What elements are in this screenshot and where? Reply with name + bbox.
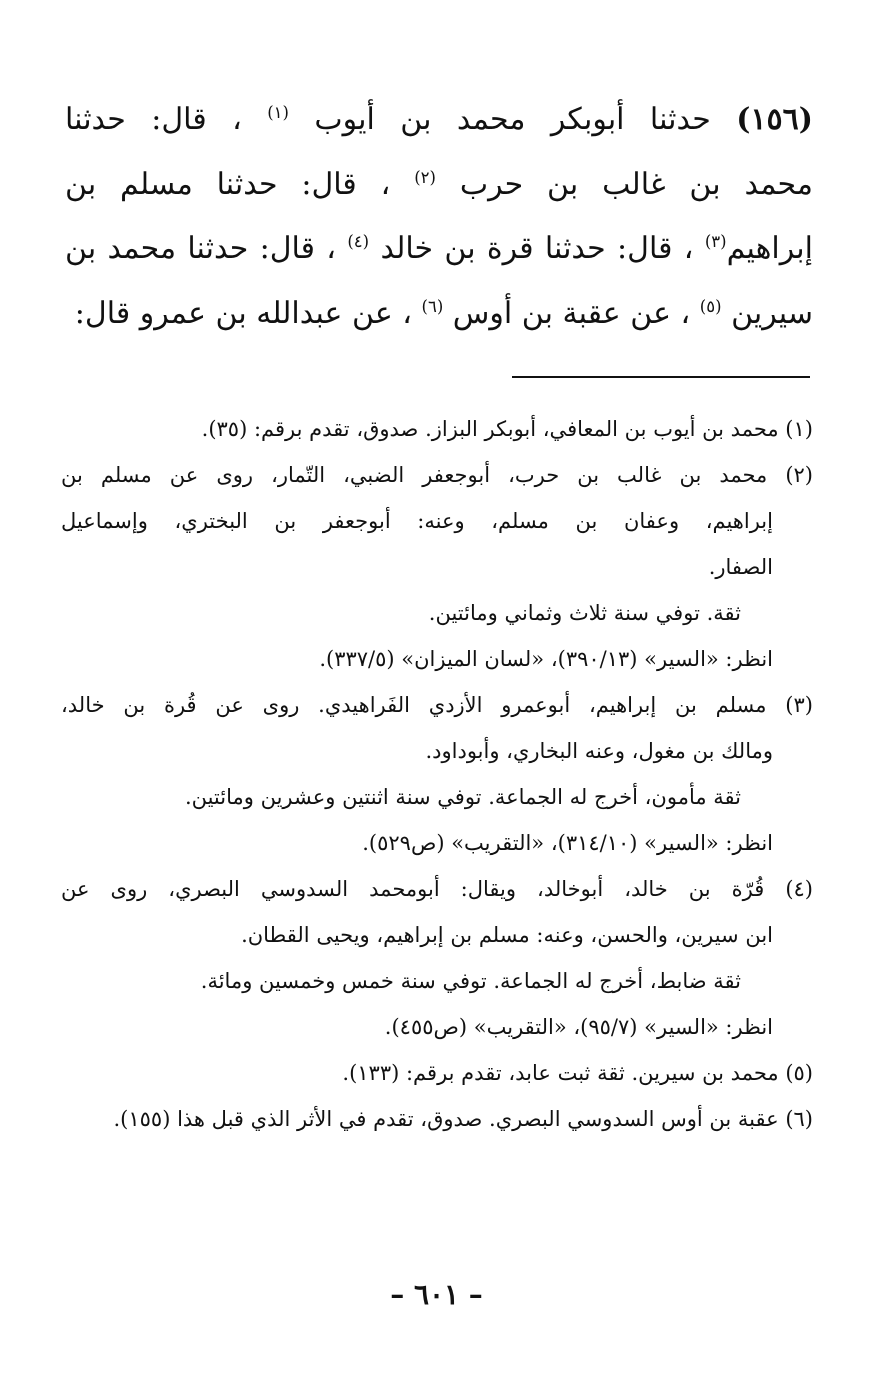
footnote-4-line-3: ثقة ضابط، أخرج له الجماعة. توفي سنة خمس وخمسين ومائة. xyxy=(200,969,741,993)
footnote-ref-4: (٤) xyxy=(347,232,370,251)
footnote-2-line-1: (٢) محمد بن غالب بن حرب، أبوجعفر الضبي، التّمار، روى عن مسلم بن xyxy=(61,463,813,487)
footnote-5: (٥) محمد بن سيرين. ثقة ثبت عابد، تقدم برقم: (١٣٣). xyxy=(342,1061,813,1085)
footnote-ref-1: (١) xyxy=(267,103,289,122)
footnote-2-line-4: ثقة. توفي سنة ثلاث وثماني ومائتين. xyxy=(428,601,741,625)
footnote-4-line-1: (٤) قُرّة بن خالد، أبوخالد، ويقال: أبومحمد السدوسي البصري، روى عن xyxy=(61,877,813,901)
footnote-6: (٦) عقبة بن أوس السدوسي البصري. صدوق، تقدم في الأثر الذي قبل هذا (١٥٥). xyxy=(113,1107,813,1131)
footnote-2-line-5: انظر: «السير» (٣٩٠/١٣)، «لسان الميزان» (٣٣٧/٥). xyxy=(319,647,773,671)
hadith-line-1: (١٥٦) حدثنا أبوبكر محمد بن أيوب $^{(١)}$ ، قال: حدثنا xyxy=(65,102,813,137)
footnotes xyxy=(61,406,813,1142)
hadith-line-2: محمد بن غالب بن حرب $^{(٢)}$ ، قال: حدثنا مسلم بن xyxy=(65,166,813,202)
footnote-1: (١) محمد بن أيوب بن المعافي، أبوبكر البزاز. صدوق، تقدم برقم: (٣٥). xyxy=(201,417,813,441)
hadith-text xyxy=(65,88,813,346)
hadith-line-4: سيرين $^{(٥)}$ ، عن عقبة بن أوس $^{(٦)}$ ، عن عبدالله بن عمرو قال: xyxy=(74,295,813,331)
footnote-3-line-1: (٣) مسلم بن إبراهيم، أبوعمرو الأزدي الفَراهيدي. روى عن قُرة بن خالد، xyxy=(61,693,813,717)
footnote-ref-5: (٥) xyxy=(699,296,722,316)
footnote-2-line-2: إبراهيم، وعفان بن مسلم، وعنه: أبوجعفر بن البختري، وإسماعيل xyxy=(61,509,773,533)
footnote-3-line-4: انظر: «السير» (٣١٤/١٠)، «التقريب» (ص٥٢٩). xyxy=(362,831,773,855)
footnote-ref-2: (٢) xyxy=(414,167,436,187)
page-number: – ٦٠١ – xyxy=(390,1278,483,1311)
footnote-4-line-2: ابن سيرين، والحسن، وعنه: مسلم بن إبراهيم، ويحيى القطان. xyxy=(241,923,773,947)
hadith-line-3: إبراهيم$^{(٣)}$ ، قال: حدثنا قرة بن خالد $^{(٤)}$ ، قال: حدثنا محمد بن xyxy=(65,231,813,266)
footnote-3-line-2: ومالك بن مغول، وعنه البخاري، وأبوداود. xyxy=(425,739,773,763)
footnote-4-line-4: انظر: «السير» (٩٥/٧)، «التقريب» (ص٤٥٥). xyxy=(384,1015,773,1039)
hadith-number: (١٥٦) xyxy=(736,102,813,137)
footnote-ref-3: (٣) xyxy=(704,232,727,251)
footnote-ref-6: (٦) xyxy=(421,296,444,316)
footnote-separator xyxy=(512,376,810,378)
footnote-2-line-3: الصفار. xyxy=(708,555,773,579)
footnote-3-line-3: ثقة مأمون، أخرج له الجماعة. توفي سنة اثنتين وعشرين ومائتين. xyxy=(184,785,741,809)
